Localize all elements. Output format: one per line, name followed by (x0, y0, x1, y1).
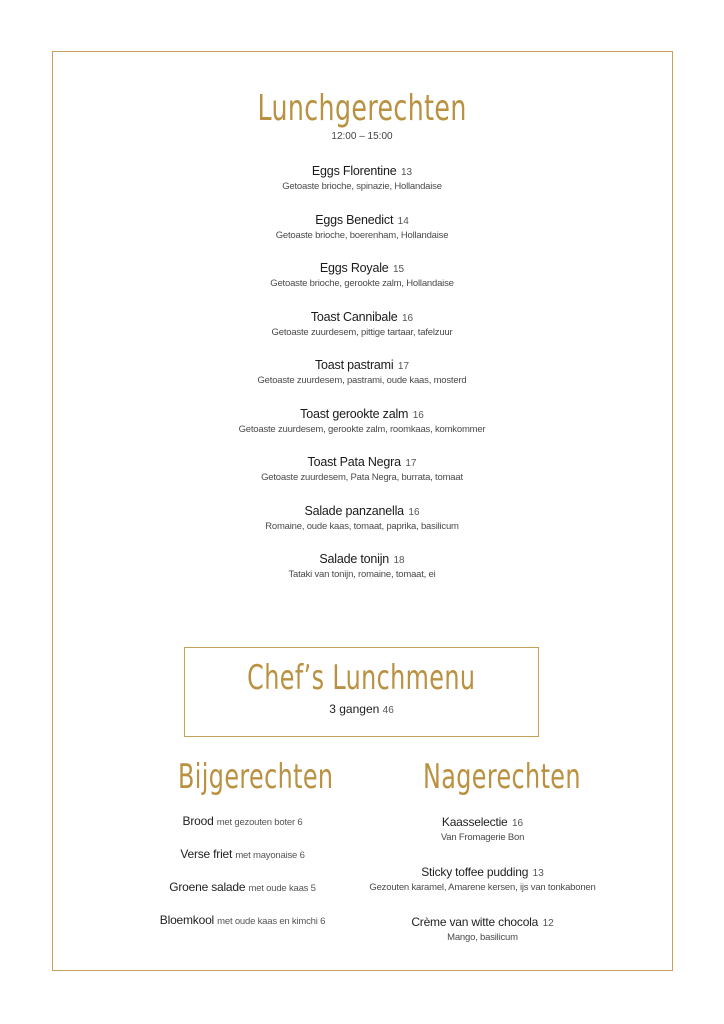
dessert-description: Van Fromagerie Bon (440, 832, 525, 843)
side-detail: met gezouten boter 6 (216, 817, 303, 828)
menu-item (0, 550, 724, 599)
side-detail: met mayonaise 6 (235, 850, 305, 861)
item-description: Romaine, oude kaas, tomaat, paprika, basilicum (265, 520, 459, 532)
item-price: 17 (397, 361, 410, 372)
chef-menu-box (184, 647, 539, 737)
dessert-description: Mango, basilicum (447, 932, 518, 943)
dessert-item (360, 813, 605, 863)
dessert-price: 13 (532, 868, 544, 879)
dessert-name: Crème van witte chocola (411, 915, 539, 929)
chef-menu-title: Chef’s Lunchmenu (247, 658, 476, 698)
sides-title: Bijgerechten (178, 757, 334, 797)
dessert-price: 12 (542, 918, 554, 929)
item-price: 13 (400, 167, 413, 178)
item-price: 18 (393, 555, 405, 566)
menu-item (0, 162, 724, 211)
item-name: Toast Pata Negra (307, 455, 401, 469)
item-description: Getoaste brioche, spinazie, Hollandaise (282, 181, 442, 192)
item-name: Salade tonijn (319, 552, 390, 566)
menu-item (0, 502, 724, 551)
chef-menu-price: 46 (382, 705, 394, 716)
chef-menu-courses: 3 gangen (329, 702, 380, 716)
item-description: Getoaste zuurdesem, gerookte zalm, roomkaas, komkommer (238, 423, 486, 435)
dessert-name: Kaasselectie (441, 815, 508, 829)
side-name: Bloemkool (159, 913, 215, 927)
sides-list (140, 813, 345, 945)
menu-item (0, 356, 724, 405)
item-description: Getoaste brioche, gerookte zalm, Hollandaise (270, 278, 454, 289)
menu-item (0, 259, 724, 308)
item-name: Eggs Benedict (315, 212, 394, 227)
item-description: Getoaste zuurdesem, Pata Negra, burrata, tomaat (261, 472, 463, 483)
menu-item (0, 211, 724, 260)
side-name: Verse friet (180, 847, 233, 861)
item-price: 17 (405, 458, 417, 469)
side-item (140, 912, 345, 945)
side-name: Brood (182, 814, 214, 828)
side-name: Groene salade (169, 880, 246, 894)
item-price: 16 (408, 506, 420, 518)
dessert-item (360, 913, 605, 963)
side-item (140, 813, 345, 846)
dessert-price: 16 (511, 818, 524, 829)
item-name: Eggs Florentine (311, 164, 397, 178)
item-description: Getoaste zuurdesem, pittige tartaar, tafelzuur (271, 326, 453, 338)
lunch-hours: 12:00 – 15:00 (331, 131, 393, 142)
item-description: Getoaste brioche, boerenham, Hollandaise (275, 229, 449, 241)
dessert-description: Gezouten karamel, Amarene kersen, ijs van tonkabonen (369, 882, 596, 893)
menu-item (0, 453, 724, 502)
lunch-section-header (0, 86, 724, 131)
item-name: Toast Cannibale (310, 309, 398, 324)
lunch-title: Lunchgerechten (257, 88, 467, 129)
menu-item (0, 308, 724, 357)
item-name: Toast pastrami (314, 358, 394, 372)
item-description: Getoaste zuurdesem, pastrami, oude kaas, mosterd (257, 375, 467, 386)
lunch-menu-list (0, 162, 724, 599)
item-name: Eggs Royale (319, 261, 389, 275)
chef-menu-offer (185, 702, 538, 716)
dessert-item (360, 863, 605, 913)
desserts-title: Nagerechten (423, 757, 581, 797)
desserts-list (360, 813, 605, 963)
side-detail: met oude kaas en kimchi 6 (217, 916, 326, 927)
dessert-name: Sticky toffee pudding (421, 865, 529, 879)
item-price: 16 (412, 409, 424, 421)
sides-header (178, 756, 377, 798)
side-detail: met oude kaas 5 (248, 883, 316, 894)
side-item (140, 846, 345, 879)
item-name: Salade panzanella (304, 503, 404, 518)
desserts-header (423, 756, 625, 798)
item-price: 16 (401, 312, 414, 324)
item-price: 15 (393, 264, 405, 275)
item-name: Toast gerookte zalm (300, 406, 409, 421)
side-item (140, 879, 345, 912)
menu-item (0, 405, 724, 454)
item-price: 14 (397, 215, 409, 227)
item-description: Tataki van tonijn, romaine, tomaat, ei (288, 569, 436, 580)
